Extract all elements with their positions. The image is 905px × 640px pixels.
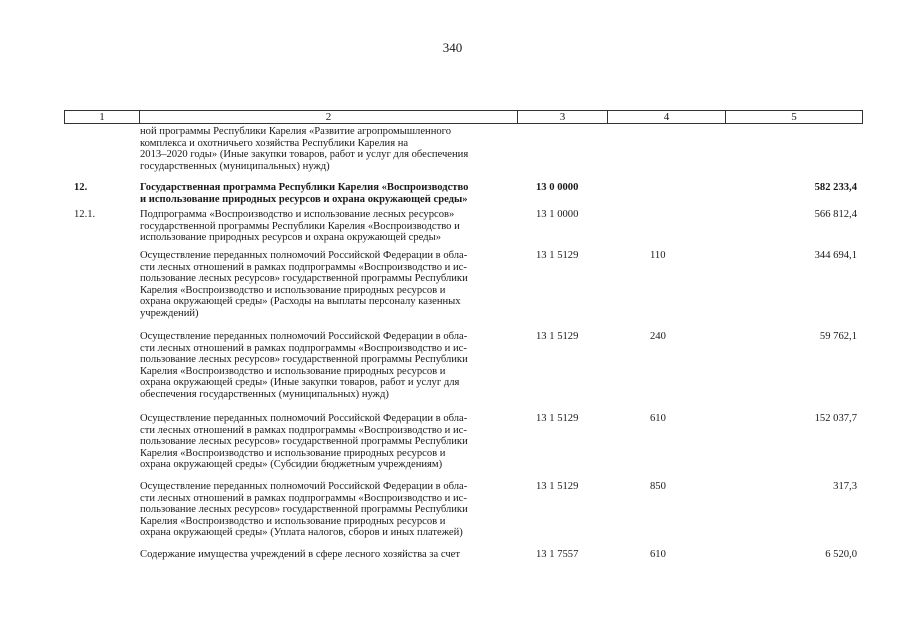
row-sum: 566 812,4 (814, 209, 857, 220)
row-number: 12.1. (74, 209, 96, 220)
row-sum: 344 694,1 (814, 250, 857, 261)
row-name: Подпрограмма «Воспроизводство и использование лесных ресурсов» государственной программы Республики Карелия «Воспроизводство и использование природных ресурсов и охрана окружающей среды» (140, 209, 460, 244)
row-name: Государственная программа Республики Карелия «Воспроизводство и использование природных ресурсов и охрана окружающей среды» (140, 182, 469, 205)
row-sum: 582 233,4 (814, 182, 857, 193)
row-name: Осуществление переданных полномочий Российской Федерации в обла- сти лесных отношений в рамках подпрограммы «Воспроизводство и ис- пользование лесных ресурсов» государственной программы Республики Карелия «Воспроизводство и использование природных ресурсов и охрана окружающей среды» (Расходы на выплаты персоналу казенных учреждений) (140, 250, 468, 319)
table-header (64, 110, 863, 124)
header-col-3: 3 (518, 111, 608, 123)
row-name: Осуществление переданных полномочий Российской Федерации в обла- сти лесных отношений в рамках подпрограммы «Воспроизводство и ис- пользование лесных ресурсов» государственной программы Республики Карелия «Воспроизводство и использование природных ресурсов и охрана окружающей среды» (Иные закупки товаров, работ и услуг для обеспечения государственных (муниципальных) нужд) (140, 331, 468, 400)
row-type: 610 (650, 413, 666, 424)
row-code: 13 1 5129 (536, 413, 579, 424)
row-type: 110 (650, 250, 666, 261)
header-col-5: 5 (791, 111, 797, 123)
header-col-4: 4 (608, 111, 726, 123)
row-sum: 317,3 (833, 481, 857, 492)
row-code: 13 1 0000 (536, 209, 579, 220)
row-sum: 6 520,0 (825, 549, 857, 560)
row-code: 13 1 5129 (536, 250, 579, 261)
row-code: 13 1 5129 (536, 331, 579, 342)
row-code: 13 1 5129 (536, 481, 579, 492)
row-type: 850 (650, 481, 666, 492)
row-code: 13 0 0000 (536, 182, 579, 193)
row-code: 13 1 7557 (536, 549, 579, 560)
row-sum: 152 037,7 (814, 413, 857, 424)
row-name: Осуществление переданных полномочий Российской Федерации в обла- сти лесных отношений в рамках подпрограммы «Воспроизводство и ис- пользование лесных ресурсов» государственной программы Республики Карелия «Воспроизводство и использование природных ресурсов и охрана окружающей среды» (Уплата налогов, сборов и иных платежей) (140, 481, 468, 539)
page-number: 340 (442, 40, 463, 55)
header-col-2: 2 (140, 111, 518, 123)
row-name: Осуществление переданных полномочий Российской Федерации в обла- сти лесных отношений в рамках подпрограммы «Воспроизводство и ис- пользование лесных ресурсов» государственной программы Республики Карелия «Воспроизводство и использование природных ресурсов и охрана окружающей среды» (Субсидии бюджетным учреждениям) (140, 413, 468, 471)
row-name: ной программы Республики Карелия «Развитие агропромышленного комплекса и охотничьего хозяйства Республики Карелия на 2013–2020 годы» (Иные закупки товаров, работ и услуг для обеспечения государственных (муниципальных) нужд) (140, 126, 469, 172)
row-name: Содержание имущества учреждений в сфере лесного хозяйства за счет (140, 549, 460, 560)
row-sum: 59 762,1 (819, 331, 857, 342)
row-type: 240 (650, 331, 666, 342)
header-col-1: 1 (65, 111, 140, 123)
row-number: 12. (74, 182, 88, 193)
row-type: 610 (650, 549, 666, 560)
